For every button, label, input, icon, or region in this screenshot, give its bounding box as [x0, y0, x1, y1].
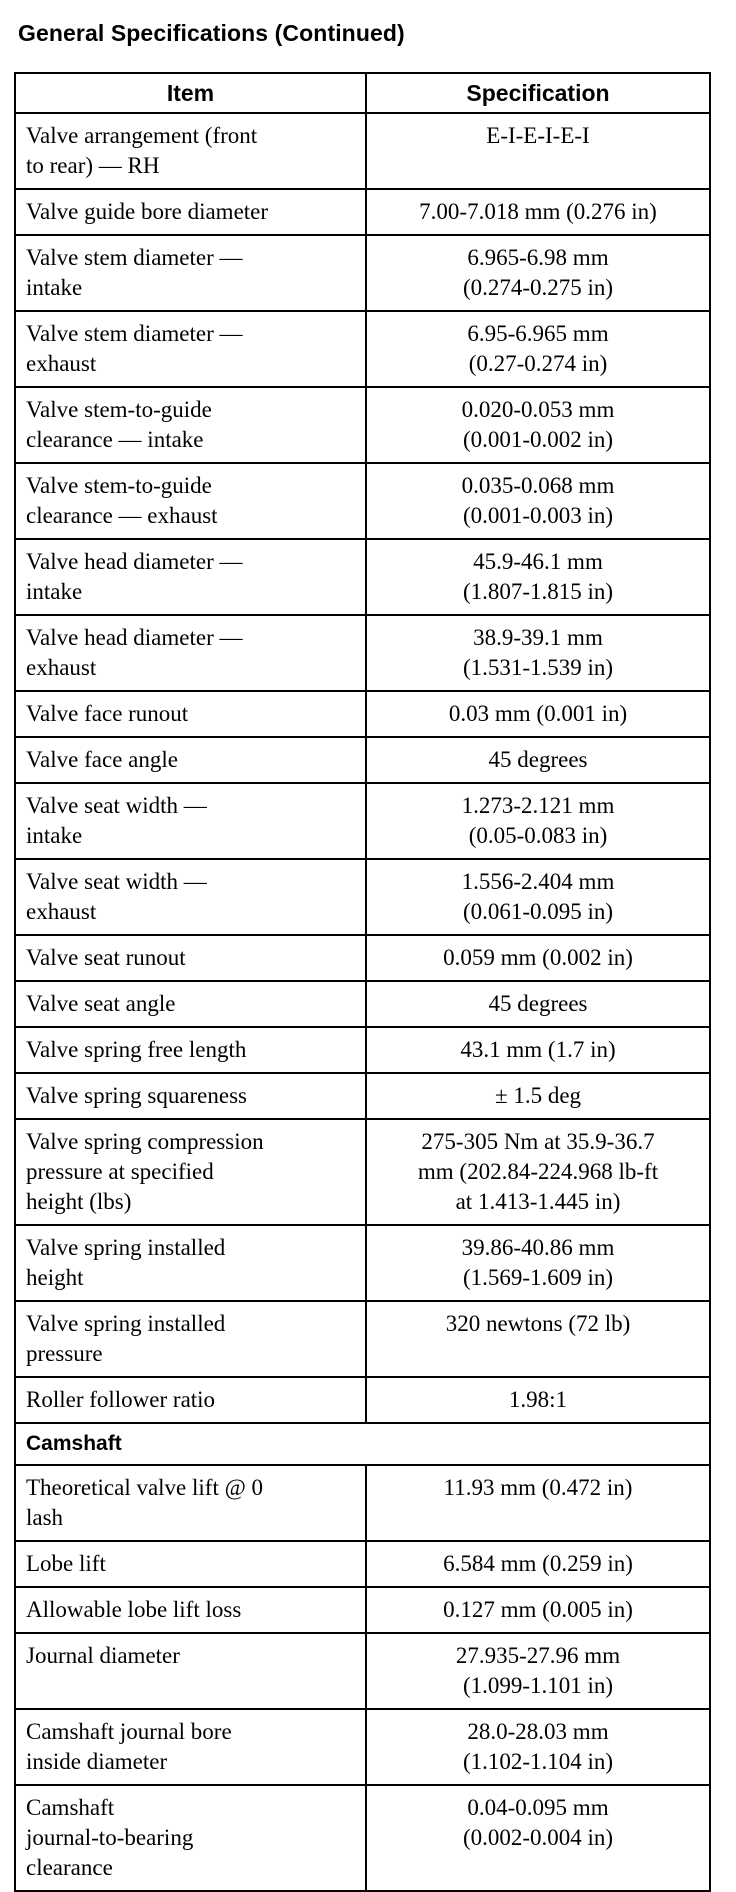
table-row: [15, 691, 710, 737]
item-cell: [15, 1073, 366, 1119]
specification-cell: [366, 311, 710, 387]
specification-text: (0.001-0.002 in): [462, 427, 614, 452]
item-text: Valve seat angle: [26, 991, 176, 1016]
specification-text: 6.95-6.965 mm: [467, 321, 609, 346]
item-text: intake: [26, 275, 83, 300]
specification-cell: [366, 1465, 710, 1541]
specification-cell: [366, 1027, 710, 1073]
specification-text: 0.04-0.095 mm: [467, 1795, 609, 1820]
item-text: pressure: [26, 1341, 103, 1366]
item-text: Valve head diameter —: [26, 625, 243, 650]
table-body-valves: [15, 113, 710, 1423]
item-cell: [15, 189, 366, 235]
specification-text: 1.556-2.404 mm: [461, 869, 615, 894]
table-row: [15, 1027, 710, 1073]
table-row: [15, 311, 710, 387]
specification-text: 6.965-6.98 mm: [467, 245, 609, 270]
item-cell: [15, 615, 366, 691]
item-cell: [15, 235, 366, 311]
table-row: [15, 1073, 710, 1119]
column-header-item: Item: [15, 73, 366, 113]
specification-text: 320 newtons (72 lb): [445, 1311, 631, 1336]
item-text: Valve spring squareness: [26, 1083, 248, 1108]
item-text: Valve stem diameter —: [26, 321, 243, 346]
specification-text: 43.1 mm (1.7 in): [460, 1037, 616, 1062]
specification-cell: [366, 1225, 710, 1301]
table-row: [15, 1465, 710, 1541]
specification-text: E-I-E-I-E-I: [486, 123, 590, 148]
table-row: [15, 463, 710, 539]
item-text: Valve seat runout: [26, 945, 186, 970]
column-header-specification: Specification: [366, 73, 710, 113]
specification-text: (1.102-1.104 in): [462, 1749, 614, 1774]
specification-text: 11.93 mm (0.472 in): [443, 1475, 633, 1500]
specification-text: 28.0-28.03 mm: [467, 1719, 609, 1744]
item-cell: [15, 1377, 366, 1423]
item-cell: [15, 1587, 366, 1633]
specification-cell: [366, 387, 710, 463]
specification-text: 0.020-0.053 mm: [461, 397, 615, 422]
specification-text: 27.935-27.96 mm: [455, 1643, 621, 1668]
table-row: [15, 235, 710, 311]
table-row: [15, 1633, 710, 1709]
table-row: [15, 1301, 710, 1377]
specification-cell: [366, 539, 710, 615]
specification-cell: [366, 859, 710, 935]
specification-cell: [366, 737, 710, 783]
table-row: [15, 859, 710, 935]
specification-cell: [366, 235, 710, 311]
table-row: [15, 189, 710, 235]
specification-cell: [366, 1633, 710, 1709]
specification-text: (0.002-0.004 in): [462, 1825, 614, 1850]
item-cell: [15, 1785, 366, 1891]
specification-cell: [366, 1073, 710, 1119]
item-cell: [15, 463, 366, 539]
table-row: [15, 783, 710, 859]
item-text: Valve stem-to-guide: [26, 397, 212, 422]
item-cell: [15, 1633, 366, 1709]
table-row: [15, 935, 710, 981]
item-text: clearance — intake: [26, 427, 204, 452]
specification-text: (1.569-1.609 in): [462, 1265, 614, 1290]
specification-text: (1.099-1.101 in): [462, 1673, 614, 1698]
specification-text: ± 1.5 deg: [494, 1083, 582, 1108]
item-text: exhaust: [26, 351, 97, 376]
item-text: Valve seat width —: [26, 793, 207, 818]
item-cell: [15, 387, 366, 463]
item-text: journal-to-bearing: [26, 1825, 194, 1850]
item-cell: [15, 737, 366, 783]
item-cell: [15, 113, 366, 189]
item-text: height (lbs): [26, 1189, 132, 1214]
specification-text: 38.9-39.1 mm: [473, 625, 603, 650]
specification-cell: [366, 1541, 710, 1587]
specification-cell: [366, 189, 710, 235]
table-row: [15, 113, 710, 189]
specification-text: 0.127 mm (0.005 in): [443, 1597, 633, 1622]
item-text: height: [26, 1265, 84, 1290]
item-text: lash: [26, 1505, 64, 1530]
item-cell: [15, 311, 366, 387]
specification-cell: [366, 615, 710, 691]
item-text: Valve stem-to-guide: [26, 473, 212, 498]
item-text: Valve head diameter —: [26, 549, 243, 574]
item-cell: [15, 1301, 366, 1377]
specification-text: 1.98:1: [508, 1387, 568, 1412]
item-text: exhaust: [26, 655, 97, 680]
item-text: Valve stem diameter —: [26, 245, 243, 270]
specification-text: mm (202.84-224.968 lb-ft: [417, 1159, 659, 1184]
item-cell: [15, 1027, 366, 1073]
specification-cell: [366, 113, 710, 189]
item-text: Allowable lobe lift loss: [26, 1597, 242, 1622]
item-cell: [15, 981, 366, 1027]
specification-cell: [366, 1709, 710, 1785]
item-cell: [15, 1541, 366, 1587]
item-cell: [15, 859, 366, 935]
item-cell: [15, 783, 366, 859]
specification-cell: [366, 935, 710, 981]
page-title: General Specifications (Continued): [18, 20, 405, 46]
specification-text: 6.584 mm (0.259 in): [443, 1551, 633, 1576]
specification-text: (1.531-1.539 in): [462, 655, 614, 680]
specification-cell: [366, 463, 710, 539]
specification-text: 7.00-7.018 mm (0.276 in): [419, 199, 657, 224]
specification-text: (0.001-0.003 in): [462, 503, 614, 528]
specification-cell: [366, 691, 710, 737]
spec-table: [14, 72, 711, 1892]
item-text: Valve face angle: [26, 747, 178, 772]
table-row: [15, 1587, 710, 1633]
table-body-camshaft: [15, 1465, 710, 1891]
table-row: [15, 1377, 710, 1423]
item-cell: [15, 1119, 366, 1225]
item-text: Valve seat width —: [26, 869, 207, 894]
specification-text: 0.035-0.068 mm: [461, 473, 615, 498]
specification-text: 45 degrees: [488, 747, 588, 772]
section-row: [15, 1423, 710, 1465]
item-cell: [15, 691, 366, 737]
item-cell: [15, 1465, 366, 1541]
table-section: [15, 1423, 710, 1465]
item-text: to rear) — RH: [26, 153, 160, 178]
item-text: Camshaft: [26, 1795, 115, 1820]
specification-text: 275-305 Nm at 35.9-36.7: [421, 1129, 655, 1154]
table-row: [15, 1225, 710, 1301]
specification-text: at 1.413-1.445 in): [455, 1189, 621, 1214]
specification-text: (0.061-0.095 in): [462, 899, 614, 924]
section-heading-camshaft: Camshaft: [15, 1423, 710, 1465]
specification-text: 1.273-2.121 mm: [461, 793, 615, 818]
item-text: Valve guide bore diameter: [26, 199, 269, 224]
table-row: [15, 539, 710, 615]
table-row: [15, 737, 710, 783]
item-text: clearance — exhaust: [26, 503, 218, 528]
specification-text: 45 degrees: [488, 991, 588, 1016]
specification-text: 0.059 mm (0.002 in): [443, 945, 633, 970]
table-row: [15, 1541, 710, 1587]
table-row: [15, 1785, 710, 1891]
specification-cell: [366, 1301, 710, 1377]
specification-cell: [366, 1785, 710, 1891]
table-row: [15, 615, 710, 691]
item-text: Valve spring installed: [26, 1235, 226, 1260]
item-text: Camshaft journal bore: [26, 1719, 232, 1744]
item-text: inside diameter: [26, 1749, 168, 1774]
table-row: [15, 387, 710, 463]
item-text: Valve arrangement (front: [26, 123, 258, 148]
specification-text: (1.807-1.815 in): [462, 579, 614, 604]
item-text: Valve spring installed: [26, 1311, 226, 1336]
specification-text: (0.27-0.274 in): [468, 351, 608, 376]
item-text: clearance: [26, 1855, 113, 1880]
specification-cell: [366, 1119, 710, 1225]
table-header-row: [15, 73, 710, 113]
item-text: pressure at specified: [26, 1159, 214, 1184]
specification-text: 39.86-40.86 mm: [461, 1235, 615, 1260]
specification-cell: [366, 783, 710, 859]
specification-cell: [366, 981, 710, 1027]
table-row: [15, 1709, 710, 1785]
item-text: Valve spring free length: [26, 1037, 247, 1062]
specification-text: (0.274-0.275 in): [462, 275, 614, 300]
item-text: Roller follower ratio: [26, 1387, 216, 1412]
item-text: Journal diameter: [26, 1643, 180, 1668]
item-cell: [15, 935, 366, 981]
specification-text: (0.05-0.083 in): [468, 823, 608, 848]
item-text: Valve spring compression: [26, 1129, 264, 1154]
item-text: Theoretical valve lift @ 0: [26, 1475, 264, 1500]
item-text: Lobe lift: [26, 1551, 106, 1576]
specification-cell: [366, 1377, 710, 1423]
specification-text: 45.9-46.1 mm: [473, 549, 603, 574]
item-text: exhaust: [26, 899, 97, 924]
specification-cell: [366, 1587, 710, 1633]
item-text: Valve face runout: [26, 701, 189, 726]
item-cell: [15, 539, 366, 615]
item-cell: [15, 1225, 366, 1301]
item-cell: [15, 1709, 366, 1785]
item-text: intake: [26, 823, 83, 848]
item-text: intake: [26, 579, 83, 604]
table-row: [15, 981, 710, 1027]
table-row: [15, 1119, 710, 1225]
specification-text: 0.03 mm (0.001 in): [448, 701, 628, 726]
